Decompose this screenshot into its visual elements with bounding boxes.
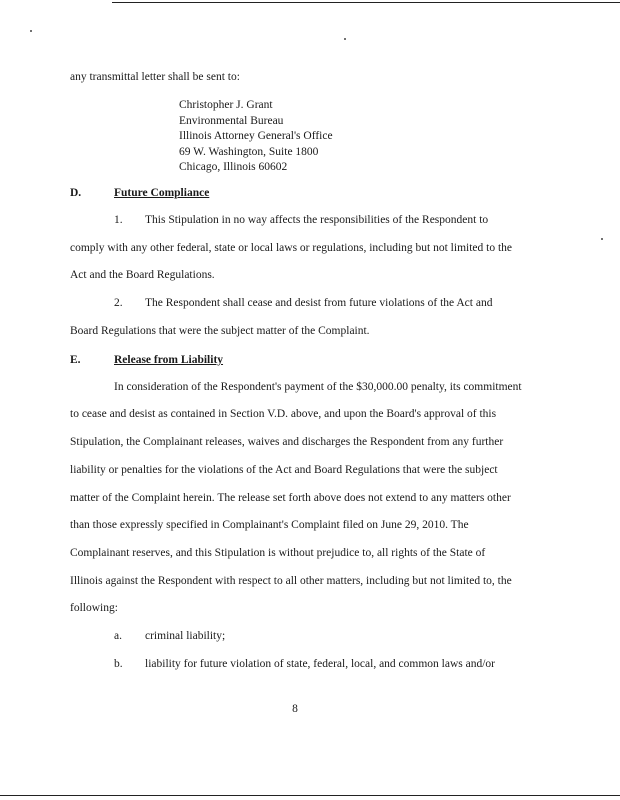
scan-speck xyxy=(30,30,32,32)
address-line: Illinois Attorney General's Office xyxy=(179,130,333,142)
section-title: Release from Liability xyxy=(114,354,224,366)
address-line: 69 W. Washington, Suite 1800 xyxy=(179,145,319,158)
paragraph-number: 2. xyxy=(114,297,123,309)
paragraph-line: In consideration of the Respondent's payment of the $30,000.00 penalty, its commitment xyxy=(114,381,522,393)
paragraph-line: Illinois against the Respondent with respect to all other matters, including but not limited to, the xyxy=(70,575,512,587)
paragraph-line: Act and the Board Regulations. xyxy=(70,269,215,281)
address-line: Chicago, Illinois 60602 xyxy=(179,161,288,173)
list-item-text: liability for future violation of state, federal, local, and common laws and/or xyxy=(145,658,496,670)
section-e-heading xyxy=(70,353,223,367)
list-item-text: criminal liability; xyxy=(145,630,226,642)
paragraph-line: Board Regulations that were the subject matter of the Complaint. xyxy=(70,325,370,337)
paragraph-line: to cease and desist as contained in Section V.D. above, and upon the Board's approval of this xyxy=(70,408,497,420)
page-number: 8 xyxy=(292,703,298,715)
paragraph-line: Stipulation, the Complainant releases, waives and discharges the Respondent from any further xyxy=(70,436,504,448)
paragraph-line: matter of the Complaint herein. The release set forth above does not extend to any matters other xyxy=(70,492,511,504)
intro-line: any transmittal letter shall be sent to: xyxy=(70,71,240,83)
scan-speck xyxy=(344,38,346,40)
paragraph-line: liability or penalties for the violations of the Act and Board Regulations that were the subject xyxy=(70,464,498,476)
scan-speck xyxy=(601,238,603,240)
paragraph-line: than those expressly specified in Complainant's Complaint filed on June 29, 2010. The xyxy=(70,519,469,531)
paragraph-number: 1. xyxy=(114,214,123,226)
paragraph-line: This Stipulation in no way affects the responsibilities of the Respondent to xyxy=(145,214,489,226)
address-block xyxy=(179,98,333,176)
top-border-line xyxy=(112,2,620,3)
paragraph-line: following: xyxy=(70,602,118,614)
paragraph-line: Complainant reserves, and this Stipulation is without prejudice to, all rights of the State of xyxy=(70,547,486,559)
section-title: Future Compliance xyxy=(114,187,210,199)
section-d-heading xyxy=(70,186,209,200)
address-line: Environmental Bureau xyxy=(179,114,284,127)
bottom-border-line xyxy=(0,795,620,796)
paragraph-line: The Respondent shall cease and desist from future violations of the Act and xyxy=(145,297,493,309)
section-letter: D. xyxy=(70,187,82,199)
paragraph-line: comply with any other federal, state or local laws or regulations, including but not limited to the xyxy=(70,242,513,254)
list-item-label: a. xyxy=(114,630,122,642)
list-item-label: b. xyxy=(114,658,123,670)
address-line: Christopher J. Grant xyxy=(179,99,273,111)
section-letter: E. xyxy=(70,354,81,366)
